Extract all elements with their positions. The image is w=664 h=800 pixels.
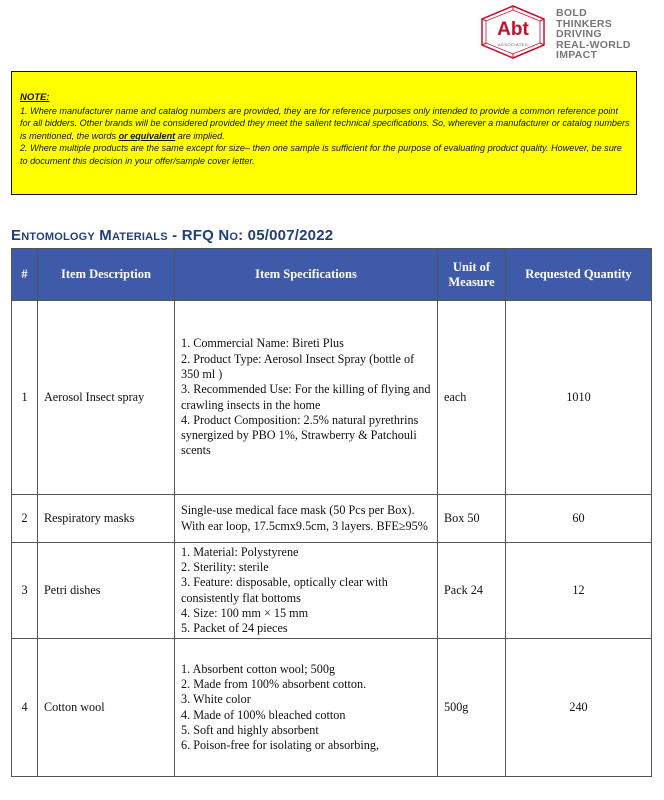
note-text: are implied.	[175, 130, 225, 141]
note-paragraph-1	[20, 105, 630, 143]
spec-line: 5. Packet of 24 pieces	[181, 621, 288, 636]
row-number: 3	[12, 543, 38, 639]
spec-line: 4. Made of 100% bleached cotton	[181, 707, 346, 722]
abt-logo	[474, 4, 644, 60]
logo-subtitle: ASSOCIATES	[497, 42, 529, 47]
table-header-row	[12, 249, 652, 301]
row-number: 2	[12, 495, 38, 543]
note-box	[11, 71, 637, 195]
header-number: #	[12, 249, 38, 301]
logo-tagline	[556, 8, 631, 61]
spec-line: 2. Made from 100% absorbent cotton.	[181, 676, 367, 691]
row-specifications	[175, 301, 438, 495]
tagline-line: REAL-WORLD	[556, 38, 631, 51]
section-heading: Entomology Materials - RFQ No: 05/007/2022	[11, 227, 334, 244]
row-unit: 500g	[438, 639, 506, 777]
row-description: Cotton wool	[38, 639, 175, 777]
spec-line: 1. Absorbent cotton wool; 500g	[181, 661, 336, 676]
row-description: Respiratory masks	[38, 495, 175, 543]
spec-line: 5. Soft and highly absorbent	[181, 722, 319, 737]
note-text: 1. Where manufacturer name and catalog numbers are provided, they are for reference purposes only intended to provide a common reference point for all bidders. Other brands will be considered provided they meet the salient technical specifications. So, wherever a manufacturer or catalog numbers is mentioned, the words	[20, 105, 630, 141]
header-quantity: Requested Quantity	[506, 249, 652, 301]
tagline-line: IMPACT	[556, 49, 598, 61]
note-emphasis: or equivalent	[118, 130, 176, 141]
spec-line: 6. Poison-free for isolating or absorbing,	[181, 738, 380, 753]
row-specifications	[175, 639, 438, 777]
spec-line: 1. Material: Polystyrene	[181, 544, 299, 559]
spec-line: 4. Size: 100 mm × 15 mm	[181, 605, 309, 620]
spec-line: 3. White color	[181, 692, 251, 707]
row-description: Petri dishes	[38, 543, 175, 639]
spec-line: 3. Recommended Use: For the killing of flying and crawling insects in the home	[181, 382, 431, 412]
header-specifications: Item Specifications	[175, 249, 438, 301]
table-row	[12, 301, 652, 495]
row-number: 1	[12, 301, 38, 495]
row-specifications	[175, 543, 438, 639]
tagline-line: DRIVING	[556, 28, 602, 40]
logo-brand: Abt	[497, 19, 529, 40]
tagline-line: BOLD	[556, 7, 587, 19]
row-unit: Box 50	[438, 495, 506, 543]
row-quantity: 240	[506, 639, 652, 777]
note-title: NOTE:	[20, 92, 50, 103]
header-unit: Unit of Measure	[438, 249, 506, 301]
spec-line: 2. Sterility: sterile	[181, 559, 269, 574]
header-description: Item Description	[38, 249, 175, 301]
spec-line: 4. Product Composition: 2.5% natural pyrethrins synergized by PBO 1%, Strawberry & Patchouli scents	[181, 412, 419, 458]
row-specifications	[175, 495, 438, 543]
row-unit: each	[438, 301, 506, 495]
spec-line: 3. Feature: disposable, optically clear with consistently flat bottoms	[181, 575, 388, 605]
spec-line: 2. Product Type: Aerosol Insect Spray (bottle of 350 ml )	[181, 351, 415, 381]
table-row	[12, 543, 652, 639]
spec-line: 1. Commercial Name: Bireti Plus	[181, 336, 344, 351]
spec-line: Single-use medical face mask (50 Pcs per Box). With ear loop, 17.5cmx9.5cm, 3 layers. BFE≥95%	[181, 503, 428, 533]
row-number: 4	[12, 639, 38, 777]
row-quantity: 60	[506, 495, 652, 543]
row-unit: Pack 24	[438, 543, 506, 639]
items-table	[11, 248, 652, 777]
row-description: Aerosol Insect spray	[38, 301, 175, 495]
tagline-line: THINKERS	[556, 17, 613, 30]
row-quantity: 12	[506, 543, 652, 639]
table-row	[12, 639, 652, 777]
note-paragraph-2: 2. Where multiple products are the same except for size– then one sample is sufficient for the purpose of evaluating product quality. However, be sure to document this decision in your offer/sample cover letter.	[20, 143, 622, 166]
table-row	[12, 495, 652, 543]
row-quantity: 1010	[506, 301, 652, 495]
